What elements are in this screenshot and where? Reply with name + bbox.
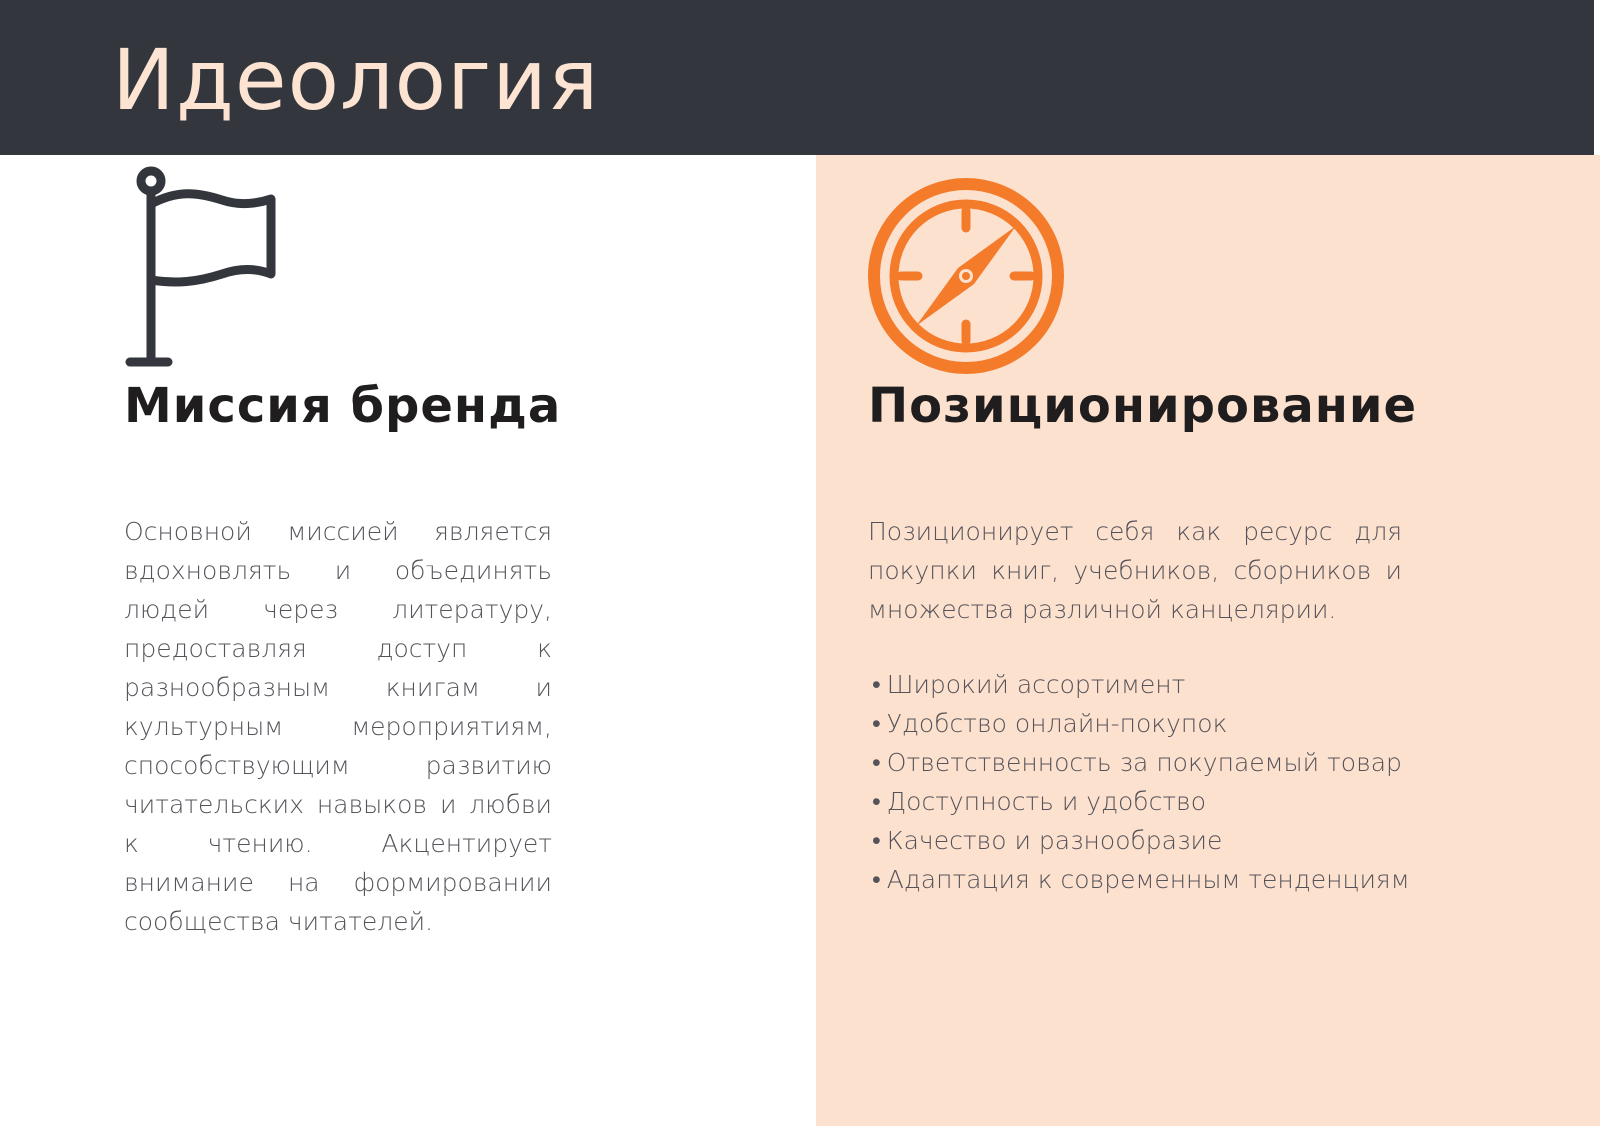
positioning-text: Позиционирует себя как ресурс для покупки книг, учебников, сборников и множества различной канцелярии. [868,517,1402,624]
list-item: • Удобство онлайн-покупок [872,704,1410,743]
list-item: • Ответственность за покупаемый товар [872,743,1410,782]
list-item: • Доступность и удобство [872,782,1410,821]
list-item: • Адаптация к современным тенденциям [872,860,1410,899]
list-item: • Широкий ассортимент [872,665,1410,704]
compass-icon [866,176,1066,376]
mission-title: Миссия бренда [124,378,562,434]
mission-text: Основной миссией является вдохновлять и объединять людей через литературу, предоставляя доступ к разнообразным книгам и культурным мероприятиям, способствующим развитию читательских навыков и любви к чтению. Акцентирует внимание на формировании сообщества читателей. [124,517,552,936]
positioning-title: Позиционирование [868,378,1418,434]
header-bar [0,0,1594,155]
page-title: Идеология [112,31,600,129]
positioning-bullet-list [872,665,1410,899]
list-item: • Качество и разнообразие [872,821,1410,860]
flag-icon [122,166,282,372]
